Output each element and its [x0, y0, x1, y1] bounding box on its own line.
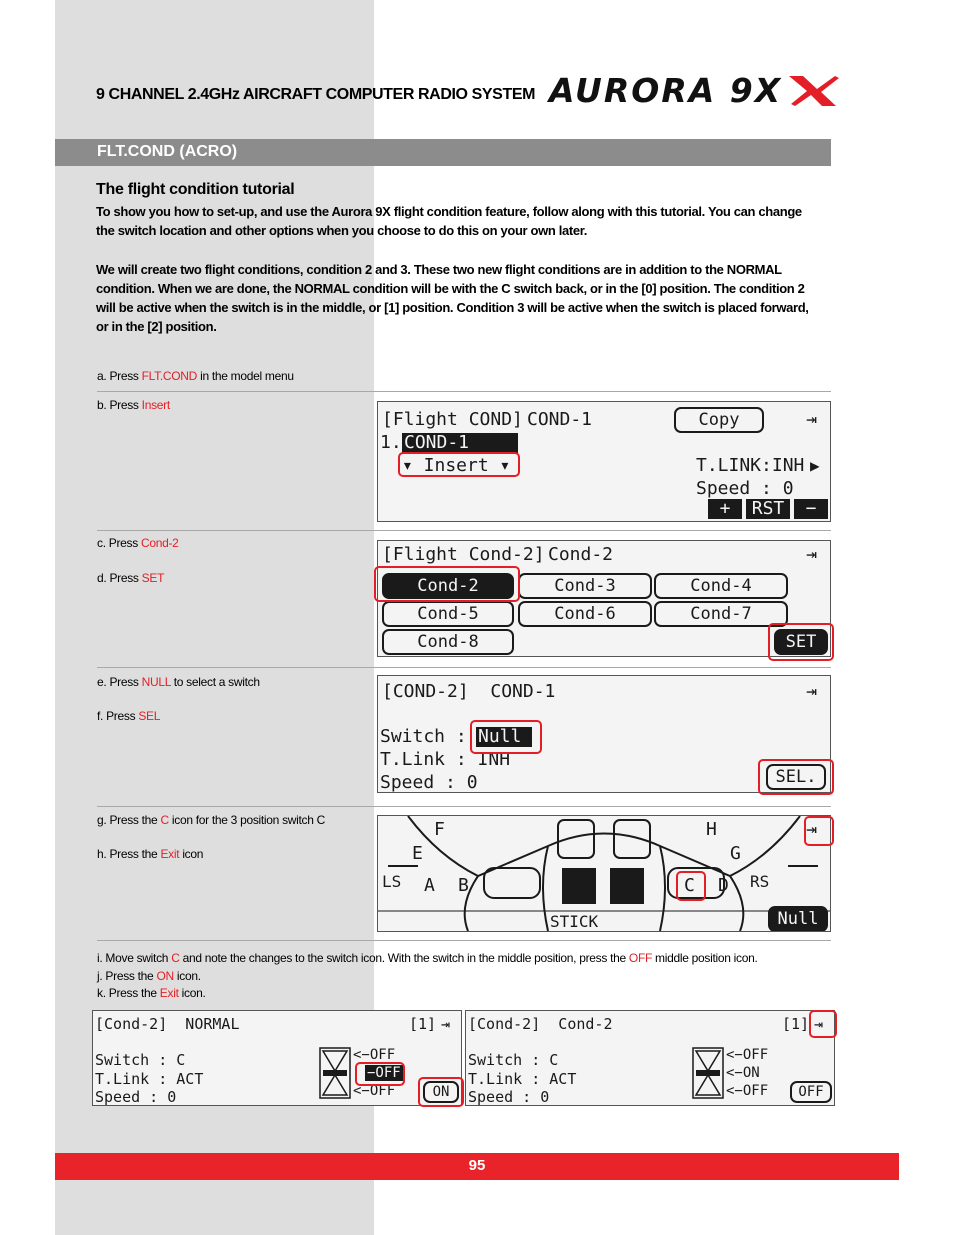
highlight-exit — [804, 816, 834, 846]
divider — [97, 667, 831, 668]
current-condition: COND-1 — [527, 409, 593, 430]
highlight-null — [470, 720, 542, 754]
switch-a[interactable]: A — [424, 875, 435, 896]
null-button[interactable]: Null — [768, 906, 828, 932]
exit-icon[interactable]: ⇥ — [441, 1015, 451, 1033]
cond-3-button[interactable]: Cond-3 — [518, 573, 652, 599]
step-j: j. Press the ON icon. — [97, 969, 201, 983]
divider — [97, 530, 831, 531]
switch-bot-state[interactable]: <−OFF — [353, 1083, 396, 1099]
switch-ls[interactable]: LS — [382, 872, 402, 891]
switch-c[interactable]: C — [684, 875, 695, 896]
switch-top-state[interactable]: <−OFF — [726, 1047, 769, 1063]
svg-text:AURORA 9X: AURORA 9X — [549, 74, 783, 108]
highlight-exit — [809, 1010, 837, 1038]
sel-button[interactable]: SEL. — [766, 764, 826, 790]
highlight-on — [418, 1077, 464, 1107]
step-h: h. Press the Exit icon — [97, 847, 204, 861]
reset-button[interactable]: RST — [746, 499, 790, 519]
tutorial-intro: To show you how to set-up, and use the Aurora 9X flight condition feature, follow along with this tutorial. You can change the switch location and other options when you choose to do this on your own later. — [96, 204, 802, 238]
condition-row-1[interactable]: COND-1 — [402, 433, 518, 453]
highlight-c-switch — [676, 871, 706, 901]
tutorial-heading: The flight condition tutorial — [96, 181, 295, 198]
set-button[interactable]: SET — [774, 629, 828, 655]
switch-g[interactable]: G — [730, 843, 741, 864]
highlight-cond-2 — [374, 566, 520, 602]
divider — [97, 391, 831, 392]
page-number: 95 — [468, 1157, 486, 1174]
highlight-sel — [758, 759, 834, 795]
document-title: 9 CHANNEL 2.4GHz AIRCRAFT COMPUTER RADIO SYSTEM — [96, 86, 536, 103]
switch-d[interactable]: D — [718, 875, 729, 896]
tlink-value: T.LINK:INH — [696, 455, 805, 476]
cond-7-button[interactable]: Cond-7 — [654, 601, 788, 627]
highlight-set — [768, 623, 834, 661]
right-arrow-icon[interactable]: ▶ — [810, 456, 820, 475]
cond-8-button[interactable]: Cond-8 — [382, 629, 514, 655]
exit-icon[interactable]: ⇥ — [814, 1015, 824, 1033]
screen-title: [Flight COND] — [382, 409, 523, 430]
divider — [97, 940, 831, 941]
speed-value: Speed : 0 — [380, 772, 478, 793]
screen-title: [Cond-2] NORMAL — [95, 1015, 240, 1033]
switch-mid-state[interactable]: −OFF — [367, 1065, 401, 1081]
step-d: d. Press SET — [97, 571, 165, 585]
switch-value: Switch : C — [95, 1051, 186, 1069]
switch-bot-state[interactable]: <−OFF — [726, 1083, 769, 1099]
tlink-value: T.Link : INH — [380, 749, 511, 770]
current-condition: Cond-2 — [548, 544, 614, 565]
step-e: e. Press NULL to select a switch — [97, 675, 260, 689]
cond-4-button[interactable]: Cond-4 — [654, 573, 788, 599]
switch-h[interactable]: H — [706, 819, 717, 840]
switch-value: Switch : C — [468, 1051, 559, 1069]
switch-mid-state[interactable]: <−ON — [726, 1065, 760, 1081]
minus-button[interactable]: − — [794, 499, 828, 519]
switch-b[interactable]: B — [458, 875, 469, 896]
divider — [97, 806, 831, 807]
switch-position-icon — [692, 1047, 724, 1099]
cond-6-button[interactable]: Cond-6 — [518, 601, 652, 627]
section-title: FLT.COND (ACRO) — [97, 143, 238, 160]
highlight-off — [355, 1062, 405, 1086]
on-button[interactable]: ON — [423, 1081, 459, 1103]
switch-position-icon — [319, 1047, 351, 1099]
exit-icon[interactable]: ⇥ — [806, 681, 817, 702]
switch-top-state[interactable]: <−OFF — [353, 1047, 396, 1063]
lcd-screen-normal — [92, 1010, 462, 1106]
tlink-value: T.Link : ACT — [468, 1070, 577, 1088]
tlink-value: T.Link : ACT — [95, 1070, 204, 1088]
step-f: f. Press SEL — [97, 709, 161, 723]
exit-icon[interactable]: ⇥ — [806, 819, 817, 840]
null-switch-button[interactable]: Null — [476, 727, 532, 747]
lcd-screen-cond-2 — [465, 1010, 835, 1106]
cond-5-button[interactable]: Cond-5 — [382, 601, 514, 627]
step-i: i. Move switch C and note the changes to the switch icon. With the switch in the middle position, press the OFF middle position icon. — [97, 951, 758, 965]
step-c: c. Press Cond-2 — [97, 536, 179, 550]
insert-button[interactable]: ▾ Insert ▾ — [402, 455, 511, 476]
step-a: a. Press FLT.COND in the model menu — [97, 369, 294, 383]
stick-label[interactable]: STICK — [550, 912, 599, 931]
aurora-9x-logo — [545, 74, 840, 108]
plus-button[interactable]: + — [708, 499, 742, 519]
section-header — [55, 139, 831, 166]
speed-value: Speed : 0 — [696, 478, 794, 499]
position-indicator: [1] — [782, 1015, 810, 1033]
footer-bar — [55, 1153, 899, 1180]
screen-title: [COND-2] COND-1 — [382, 681, 556, 702]
screen-title: [Cond-2] Cond-2 — [468, 1015, 613, 1033]
step-b: b. Press Insert — [97, 398, 170, 412]
copy-button[interactable]: Copy — [674, 407, 764, 433]
exit-icon[interactable]: ⇥ — [806, 409, 817, 430]
cond-2-button[interactable]: Cond-2 — [382, 573, 514, 599]
exit-icon[interactable]: ⇥ — [806, 544, 817, 565]
screen-title: [Flight Cond-2] — [382, 544, 545, 565]
position-indicator: [1] — [409, 1015, 437, 1033]
switch-label: Switch : — [380, 726, 467, 747]
speed-value: Speed : 0 — [468, 1088, 550, 1106]
switch-f[interactable]: F — [434, 819, 445, 840]
speed-value: Speed : 0 — [95, 1088, 177, 1106]
switch-rs[interactable]: RS — [750, 872, 770, 891]
tutorial-description: We will create two flight conditions, condition 2 and 3. These two new flight conditions are in addition to the NORMAL condition. When we are done, the NORMAL condition will be with the C switch back, or in the [0] position. The condition 2 will be active when the switch is in the middle, or [1] position. Condition 3 will be active when the switch is placed forward, or in the [2] position. — [96, 262, 809, 334]
step-g: g. Press the C icon for the 3 position switch C — [97, 813, 326, 827]
condition-row-number: 1. — [380, 432, 402, 453]
step-k: k. Press the Exit icon. — [97, 986, 206, 1000]
switch-e[interactable]: E — [412, 843, 423, 864]
lcd-screen-switch-select — [377, 815, 831, 932]
highlight-insert — [398, 452, 520, 477]
off-button[interactable]: OFF — [790, 1081, 832, 1103]
